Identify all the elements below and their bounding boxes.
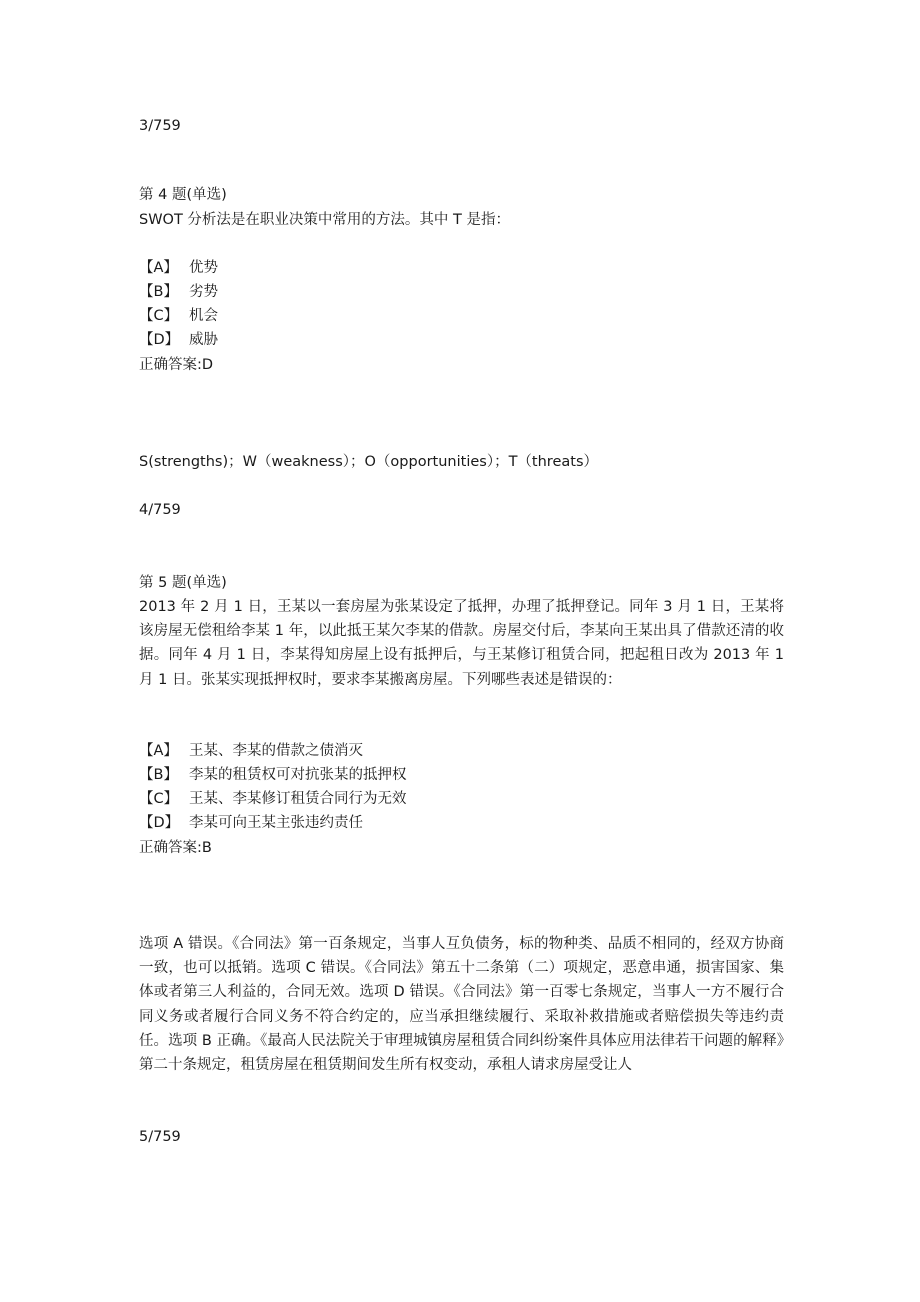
option-text: 劣势 bbox=[189, 284, 218, 300]
option-key: 【B】 bbox=[139, 767, 178, 783]
answer: 正确答案:D bbox=[139, 357, 214, 373]
option-d bbox=[139, 328, 218, 352]
question-header: 第 5 题(单选) bbox=[139, 575, 227, 591]
option-text: 李某的租赁权可对抗张某的抵押权 bbox=[189, 767, 407, 783]
option-key: 【D】 bbox=[139, 815, 180, 831]
question-header: 第 4 题(单选) bbox=[139, 187, 227, 203]
explanation: S(strengths)；W（weakness）；O（opportunities）；T（threats） bbox=[139, 454, 598, 470]
option-c bbox=[139, 787, 407, 811]
option-a bbox=[139, 739, 363, 763]
option-key: 【A】 bbox=[139, 743, 178, 759]
option-text: 王某、李某修订租赁合同行为无效 bbox=[189, 791, 407, 807]
option-key: 【A】 bbox=[139, 260, 178, 276]
option-key: 【C】 bbox=[139, 308, 179, 324]
page-number: 4/759 bbox=[139, 502, 181, 518]
option-b bbox=[139, 280, 218, 304]
option-text: 威胁 bbox=[189, 332, 218, 348]
option-key: 【D】 bbox=[139, 332, 180, 348]
question-stem: 2013 年 2 月 1 日，王某以一套房屋为张某设定了抵押，办理了抵押登记。同年 3 月 1 日，王某将该房屋无偿租给李某 1 年，以此抵王某欠李某的借款。房屋交付后，李某向王某出具了借款还清的收据。同年 4 月 1 日，李某得知房屋上设有抵押后，与王某修订租赁合同，把起租日改为 2013 年 1 月 1 日。张某实现抵押权时，要求李某搬离房屋。下列哪些表述是错误的： bbox=[139, 599, 784, 688]
option-b bbox=[139, 763, 407, 787]
page-number: 5/759 bbox=[139, 1129, 181, 1145]
option-key: 【B】 bbox=[139, 284, 178, 300]
question-stem: SWOT 分析法是在职业决策中常用的方法。其中 T 是指： bbox=[139, 212, 510, 228]
option-a bbox=[139, 256, 218, 280]
option-key: 【C】 bbox=[139, 791, 179, 807]
option-text: 王某、李某的借款之债消灭 bbox=[189, 743, 363, 759]
option-text: 机会 bbox=[189, 308, 218, 324]
explanation: 选项 A 错误。《合同法》第一百条规定，当事人互负债务，标的物种类、品质不相同的，经双方协商一致，也可以抵销。选项 C 错误。《合同法》第五十二条第（二）项规定，恶意串通，损害国家、集体或者第三人利益的，合同无效。选项 D 错误。《合同法》第一百零七条规定，当事人一方不履行合同义务或者履行合同义务不符合约定的，应当承担继续履行、采取补救措施或者赔偿损失等违约责任。选项 B 正确。《最高人民法院关于审理城镇房屋租赁合同纠纷案件具体应用法律若干问题的解释》第二十条规定，租赁房屋在租赁期间发生所有权变动，承租人请求房屋受让人 bbox=[139, 936, 784, 1074]
option-text: 李某可向王某主张违约责任 bbox=[189, 815, 363, 831]
answer: 正确答案:B bbox=[139, 840, 212, 856]
option-c bbox=[139, 304, 218, 328]
option-d bbox=[139, 811, 363, 835]
option-text: 优势 bbox=[189, 260, 218, 276]
page-number: 3/759 bbox=[139, 118, 181, 134]
